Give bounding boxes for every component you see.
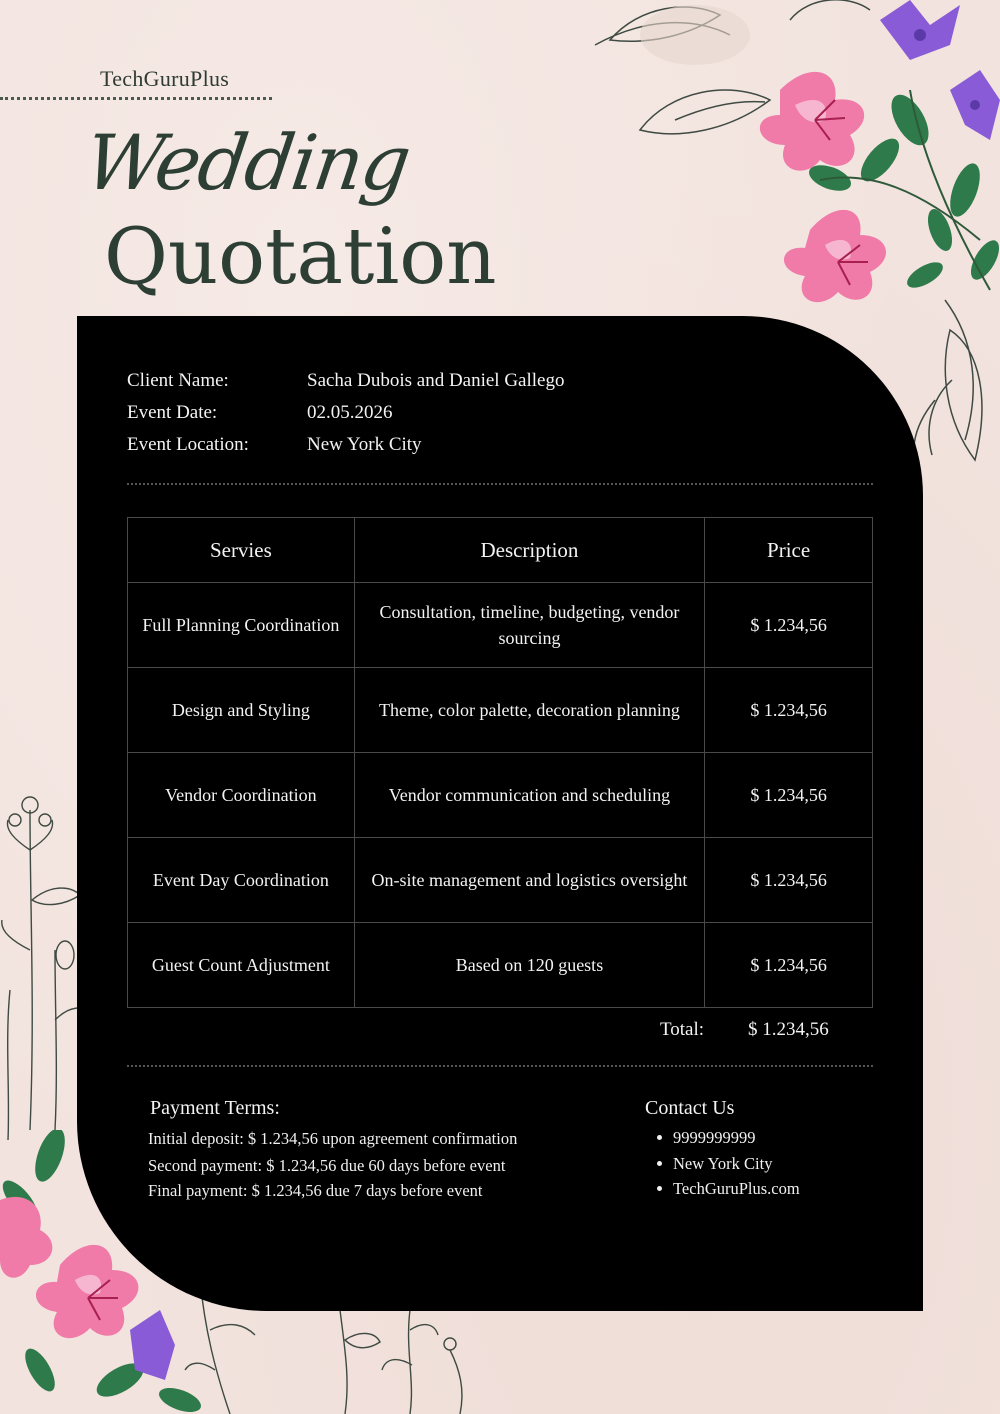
client-name-value: Sacha Dubois and Daniel Gallego: [307, 370, 565, 391]
event-date-label: Event Date:: [127, 402, 218, 423]
contact-title: Contact Us: [645, 1097, 735, 1119]
table-row: [128, 838, 873, 923]
bullet-icon: [657, 1161, 662, 1166]
title-script: Wedding: [79, 118, 415, 207]
table-row: [128, 753, 873, 838]
floral-decoration-bottom-center: [300, 1310, 500, 1414]
brand-name: TechGuruPlus: [100, 66, 230, 91]
price-cell: $ 1.234,56: [705, 668, 873, 753]
contact-phone-text: 9999999999: [673, 1128, 756, 1147]
bullet-icon: [657, 1186, 662, 1191]
column-header-description: Description: [354, 518, 704, 583]
event-location-label: Event Location:: [127, 434, 249, 455]
brand-divider: [0, 97, 272, 100]
event-location-value: New York City: [307, 434, 422, 455]
services-table: [127, 517, 873, 1008]
payment-term-line: Initial deposit: $ 1.234,56 upon agreement confirmation: [148, 1129, 518, 1148]
payment-term-line: Final payment: $ 1.234,56 due 7 days before event: [148, 1181, 483, 1200]
event-date-value: 02.05.2026: [307, 402, 393, 423]
price-cell: $ 1.234,56: [705, 923, 873, 1008]
description-cell: Based on 120 guests: [354, 923, 704, 1008]
service-cell: Guest Count Adjustment: [128, 923, 355, 1008]
contact-location-text: New York City: [673, 1154, 773, 1173]
description-cell: On-site management and logistics oversight: [354, 838, 704, 923]
price-cell: $ 1.234,56: [705, 753, 873, 838]
bullet-icon: [657, 1135, 662, 1140]
payment-term-line: Second payment: $ 1.234,56 due 60 days before event: [148, 1156, 506, 1175]
payment-terms-title: Payment Terms:: [150, 1097, 280, 1119]
client-name-label: Client Name:: [127, 370, 229, 391]
table-row: [128, 668, 873, 753]
page-title: Quotation: [104, 212, 497, 302]
divider: [127, 1065, 873, 1067]
total-label: Total:: [660, 1019, 705, 1040]
column-header-price: Price: [705, 518, 873, 583]
price-cell: $ 1.234,56: [705, 583, 873, 668]
description-cell: Consultation, timeline, budgeting, vendor sourcing: [354, 583, 704, 668]
description-cell: Vendor communication and scheduling: [354, 753, 704, 838]
price-cell: $ 1.234,56: [705, 838, 873, 923]
contact-website: [657, 1179, 800, 1199]
table-header-row: [128, 518, 873, 583]
contact-phone: [657, 1128, 756, 1148]
column-header-services: Servies: [128, 518, 355, 583]
service-cell: Event Day Coordination: [128, 838, 355, 923]
table-row: [128, 583, 873, 668]
divider: [127, 483, 873, 485]
service-cell: Vendor Coordination: [128, 753, 355, 838]
service-cell: Design and Styling: [128, 668, 355, 753]
contact-website-text: TechGuruPlus.com: [673, 1179, 800, 1198]
description-cell: Theme, color palette, decoration planning: [354, 668, 704, 753]
total-value: $ 1.234,56: [748, 1019, 829, 1040]
table-row: [128, 923, 873, 1008]
service-cell: Full Planning Coordination: [128, 583, 355, 668]
contact-location: [657, 1154, 772, 1174]
